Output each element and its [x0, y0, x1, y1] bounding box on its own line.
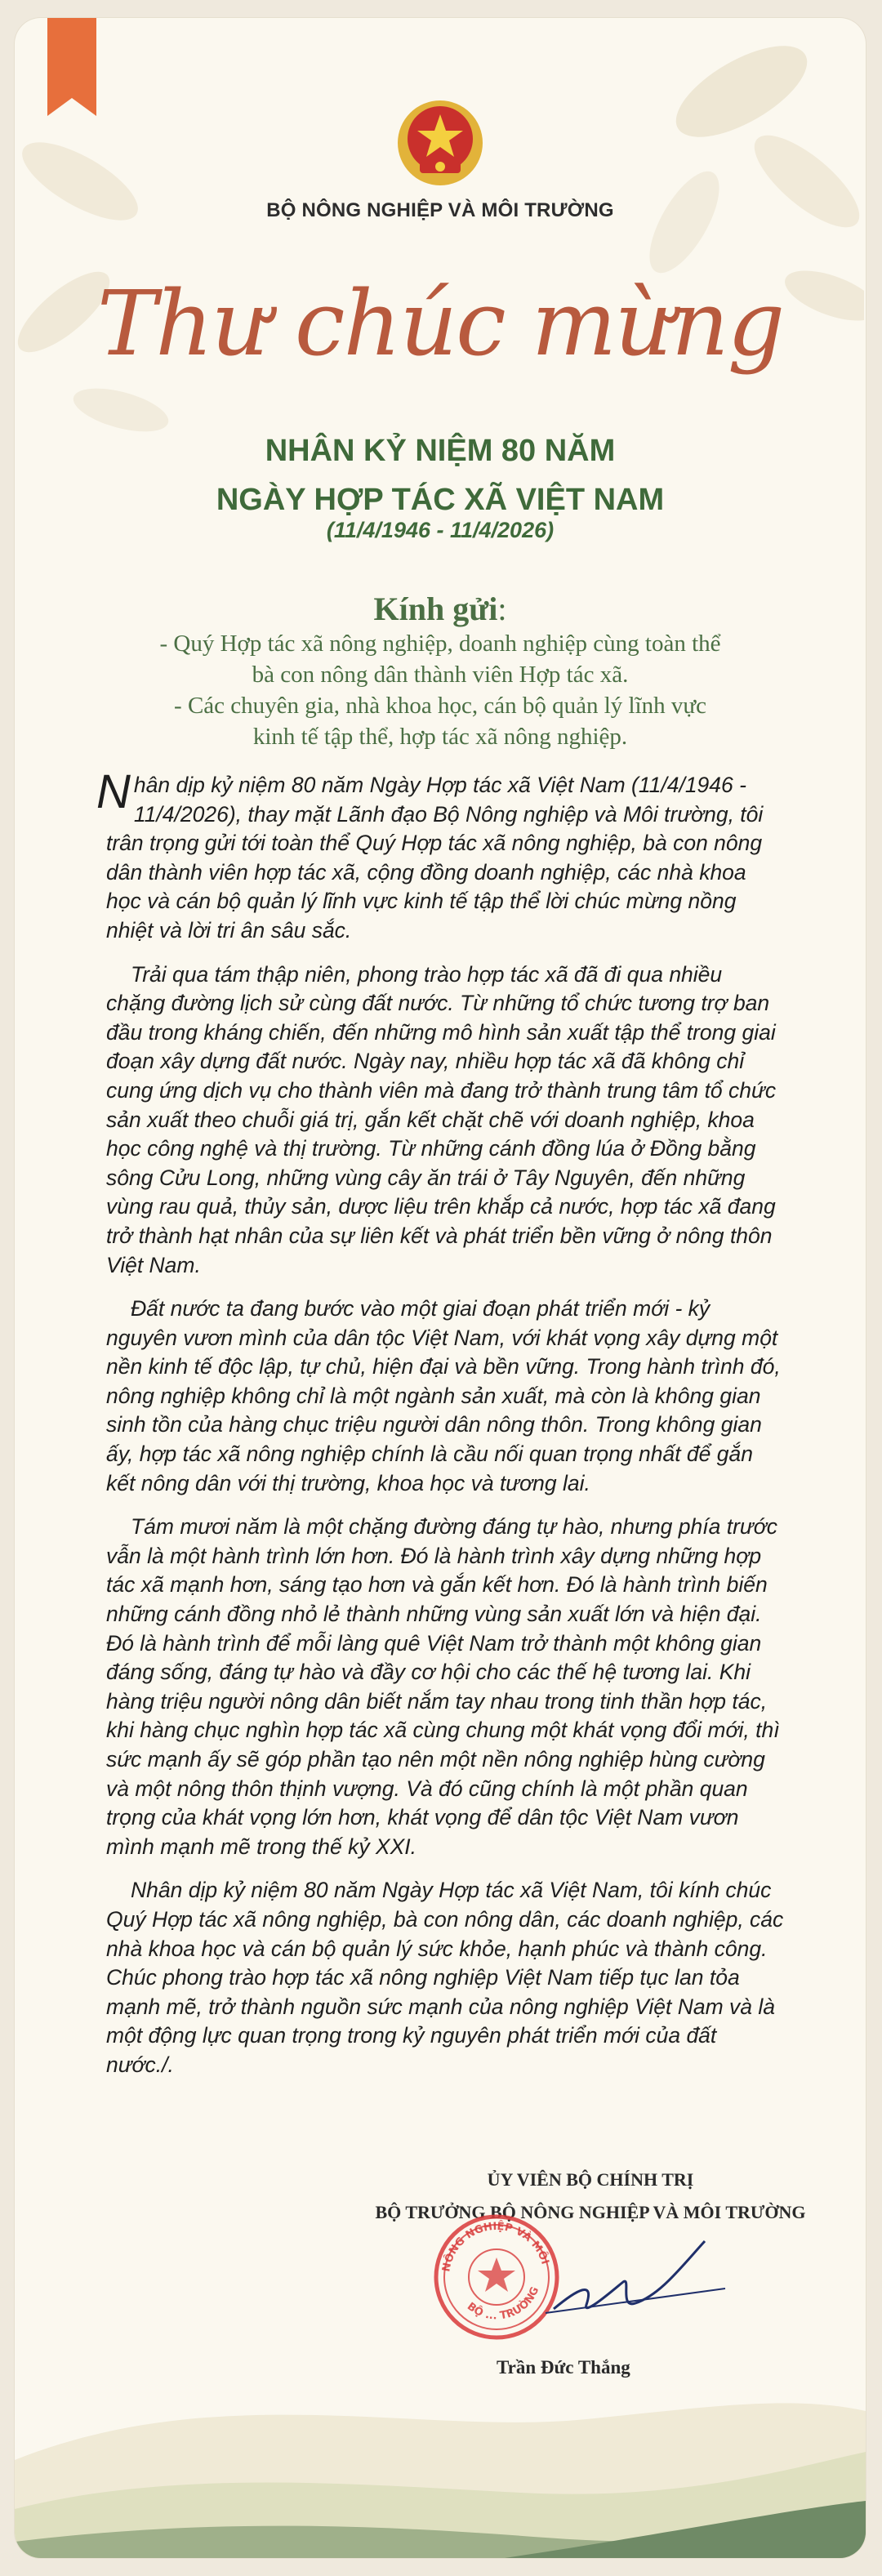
signer-name: Trần Đức Thắng	[497, 2357, 630, 2378]
greeting-label	[15, 590, 866, 628]
letter-title: Thư chúc mừng	[96, 271, 784, 376]
drop-cap: N	[96, 765, 131, 818]
ministry-name: BỘ NÔNG NGHIỆP VÀ MÔI TRƯỜNG	[266, 199, 614, 221]
greeting-label-colon: :	[497, 591, 507, 627]
seal-text-bottom: BỘ ... TRƯỜNG	[464, 2284, 542, 2323]
recipient-line: - Quý Hợp tác xã nông nghiệp, doanh nghiệp cùng toàn thể	[159, 631, 721, 657]
greeting-label-text: Kính gửi	[373, 591, 498, 627]
national-emblem-icon	[395, 98, 485, 188]
body-paragraph: Nhân dịp kỷ niệm 80 năm Ngày Hợp tác xã Việt Nam, tôi kính chúc Quý Hợp tác xã nông nghiệp, bà con nông dân, các doanh nghiệp, các nhà khoa học và cán bộ quản lý sức khỏe, hạnh phúc và thành công. Chúc phong trào hợp tác xã nông nghiệp Việt Nam tiếp tục lan tỏa mạnh mẽ, trở thành nguồn sức mạnh của nông nghiệp Việt Nam và là một động lực quan trọng trong kỷ nguyên phát triển mới của đất nước./.	[106, 1878, 784, 2077]
body-paragraph	[96, 765, 784, 946]
body-paragraph: Trải qua tám thập niên, phong trào hợp tác xã đã đi qua nhiều chặng đường lịch sử cùng đất nước. Từ những tổ chức tương trợ ban đầu trong kháng chiến, đến những mô hình sản xuất tập thể trong giai đoạn xây dựng đất nước. Ngày nay, nhiều hợp tác xã đã không chỉ cung ứng dịch vụ cho thành viên mà đang trở thành trung tâm tổ chức sản xuất theo chuỗi giá trị, gắn kết chặt chẽ với doanh nghiệp, khoa học công nghệ và thị trường. Từ những cánh đồng lúa ở Đồng bằng sông Cửu Long, những vùng cây ăn trái ở Tây Nguyên, đến những vùng rau quả, thủy sản, dược liệu trên khắp cả nước, hợp tác xã đang trở thành hạt nhân của sự liên kết và phát triển bền vững ở nông thôn Việt Nam.	[106, 961, 777, 1277]
recipient-line: bà con nông dân thành viên Hợp tác xã.	[252, 662, 629, 688]
handwritten-signature-icon	[537, 2231, 733, 2329]
occasion-heading	[15, 426, 866, 524]
letter-body	[96, 765, 784, 2095]
signer-title-1: ỦY VIÊN BỘ CHÍNH TRỊ	[487, 2169, 694, 2190]
occasion-dates: (11/4/1946 - 11/4/2026)	[326, 518, 555, 542]
letter-card	[15, 18, 866, 2558]
occasion-line-2: NGÀY HỢP TÁC XÃ VIỆT NAM	[216, 483, 665, 517]
recipient-line: - Các chuyên gia, nhà khoa học, cán bộ quản lý lĩnh vực	[174, 693, 706, 719]
recipient-line: kinh tế tập thể, hợp tác xã nông nghiệp.	[252, 724, 628, 750]
signer-title-2: BỘ TRƯỞNG BỘ NÔNG NGHIỆP VÀ MÔI TRƯỜNG	[375, 2202, 806, 2222]
paragraph-text: hân dịp kỷ niệm 80 năm Ngày Hợp tác xã Việt Nam (11/4/1946 - 11/4/2026), thay mặt Lãnh đạo Bộ Nông nghiệp và Môi trường, tôi trân trọng gửi tới toàn thể Quý Hợp tác xã nông nghiệp, bà con nông dân thành viên hợp tác xã, cộng đồng doanh nghiệp, các nhà khoa học và cán bộ quản lý lĩnh vực kinh tế tập thể lời chúc mừng nồng nhiệt và lời tri ân sâu sắc.	[106, 773, 764, 943]
body-paragraph: Đất nước ta đang bước vào một giai đoạn phát triển mới - kỷ nguyên vươn mình của dân tộc Việt Nam, với khát vọng xây dựng một nền kinh tế độc lập, tự chủ, hiện đại và bền vững. Trong hành trình đó, nông nghiệp không chỉ là một ngành sản xuất, mà còn là không gian sinh tồn của hàng chục triệu người dân nông thôn. Trong không gian ấy, hợp tác xã nông nghiệp chính là cầu nối quan trọng nhất để gắn kết nông dân với thị trường, khoa học và tương lai.	[106, 1296, 781, 1495]
seal-text-top: NÔNG NGHIỆP VÀ MÔI	[440, 2220, 551, 2273]
occasion-line-1: NHÂN KỶ NIỆM 80 NĂM	[265, 434, 616, 468]
signature-titles	[325, 2169, 856, 2223]
bookmark-ribbon	[47, 18, 96, 98]
body-paragraph: Tám mươi năm là một chặng đường đáng tự hào, nhưng phía trước vẫn là một hành trình lớn hơn. Đó là hành trình xây dựng những hợp tác xã mạnh hơn, sáng tạo hơn và gắn kết hơn. Đó là hành trình biến những cánh đồng nhỏ lẻ thành những vùng sản xuất lớn và hiện đại. Đó là hành trình để mỗi làng quê Việt Nam trở thành một không gian đáng sống, đáng tự hào và đầy cơ hội cho các thế hệ tương lai. Khi hàng triệu người nông dân biết nắm tay nhau trong tinh thần hợp tác, khi hàng chục nghìn hợp tác xã cùng chung một khát vọng đổi mới, thì sức mạnh ấy sẽ góp phần tạo nên một nền nông nghiệp hùng cường và một nông thôn thịnh vượng. Và đó cũng chính là một phần quan trọng của khát vọng lớn hơn, khát vọng để dân tộc Việt Nam vươn mình mạnh mẽ trong thế kỷ XXI.	[106, 1514, 780, 1859]
greeting-block	[15, 590, 866, 752]
hills-decoration	[15, 2346, 866, 2558]
